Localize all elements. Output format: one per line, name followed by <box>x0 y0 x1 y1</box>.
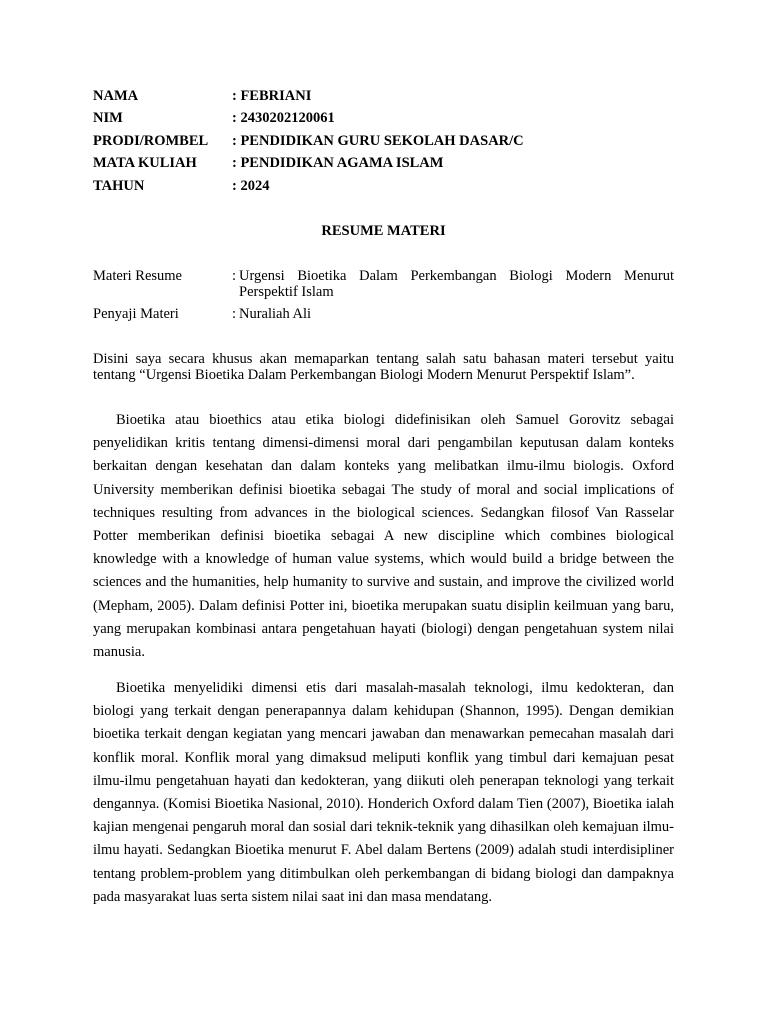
meta-value: Urgensi Bioetika Dalam Perkembangan Biologi Modern Menurut Perspektif Islam <box>239 268 674 300</box>
meta-label: Penyaji Materi <box>93 306 179 322</box>
identity-value: : FEBRIANI <box>232 88 312 104</box>
identity-value: : PENDIDIKAN GURU SEKOLAH DASAR/C <box>232 133 524 149</box>
identity-value: : 2430202120061 <box>232 110 335 126</box>
identity-value: : PENDIDIKAN AGAMA ISLAM <box>232 155 444 171</box>
meta-value: Nuraliah Ali <box>239 306 312 322</box>
meta-colon: : <box>232 306 237 322</box>
meta-label: Materi Resume <box>93 268 182 284</box>
identity-value: : 2024 <box>232 178 270 194</box>
identity-label: TAHUN <box>93 178 145 194</box>
body-paragraph: Bioetika atau bioethics atau etika biologi didefinisikan oleh Samuel Gorovitz sebagai penyelidikan kritis tentang dimensi-dimensi moral dari pengambilan keputusan dalam konteks berkaitan dengan kesehatan dan dalam konteks yang melibatkan ilmu-ilmu biologis. Oxford University memberikan definisi bioetika sebagai The study of moral and social implications of techniques resulting from advances in the biological sciences. Sedangkan filosof Van Rasselar Potter memberikan definisi bioetika sebagai A new discipline which combines biological knowledge with a knowledge of human value systems, which would build a bridge between the sciences and the humanities, help humanity to survive and sustain, and improve the civilized world (Mepham, 2005). Dalam definisi Potter ini, bioetika merupakan suatu disiplin keilmuan yang baru, yang merupakan kombinasi antara pengetahuan hayati (biologi) dengan pengetahuan system nilai manusia. <box>93 412 674 661</box>
document-title: RESUME MATERI <box>321 223 446 239</box>
identity-label: MATA KULIAH <box>93 155 197 171</box>
identity-label: NIM <box>93 110 123 126</box>
meta-colon: : <box>232 268 237 284</box>
identity-label: PRODI/ROMBEL <box>93 133 209 149</box>
identity-label: NAMA <box>93 88 139 104</box>
intro-paragraph: Disini saya secara khusus akan memaparkan tentang salah satu bahasan materi tersebut yaitu tentang “Urgensi Bioetika Dalam Perkembangan Biologi Modern Menurut Perspektif Islam”. <box>93 351 674 383</box>
body-paragraph: Bioetika menyelidiki dimensi etis dari masalah-masalah teknologi, ilmu kedokteran, dan biologi yang terkait dengan penerapannya dalam kehidupan (Shannon, 1995). Dengan demikian bioetika terkait dengan kegiatan yang mencari jawaban dan menawarkan pemecahan masalah dari konflik moral. Konflik moral yang dimaksud meliputi konflik yang timbul dari kemajuan pesat ilmu-ilmu pengetahuan hayati dan kedokteran, yang diikuti oleh penerapan teknologi yang terkait dengannya. (Komisi Bioetika Nasional, 2010). Honderich Oxford dalam Tien (2007), Bioetika ialah kajian mengenai pengaruh moral dan sosial dari teknik-teknik yang dihasilkan oleh kemajuan ilmu-ilmu hayati. Sedangkan Bioetika menurut F. Abel dalam Bertens (2009) adalah studi interdisipliner tentang problem-problem yang ditimbulkan oleh perkembangan di bidang biologi dan dampaknya pada masyarakat luas serta sistem nilai saat ini dan masa mendatang. <box>93 680 674 905</box>
